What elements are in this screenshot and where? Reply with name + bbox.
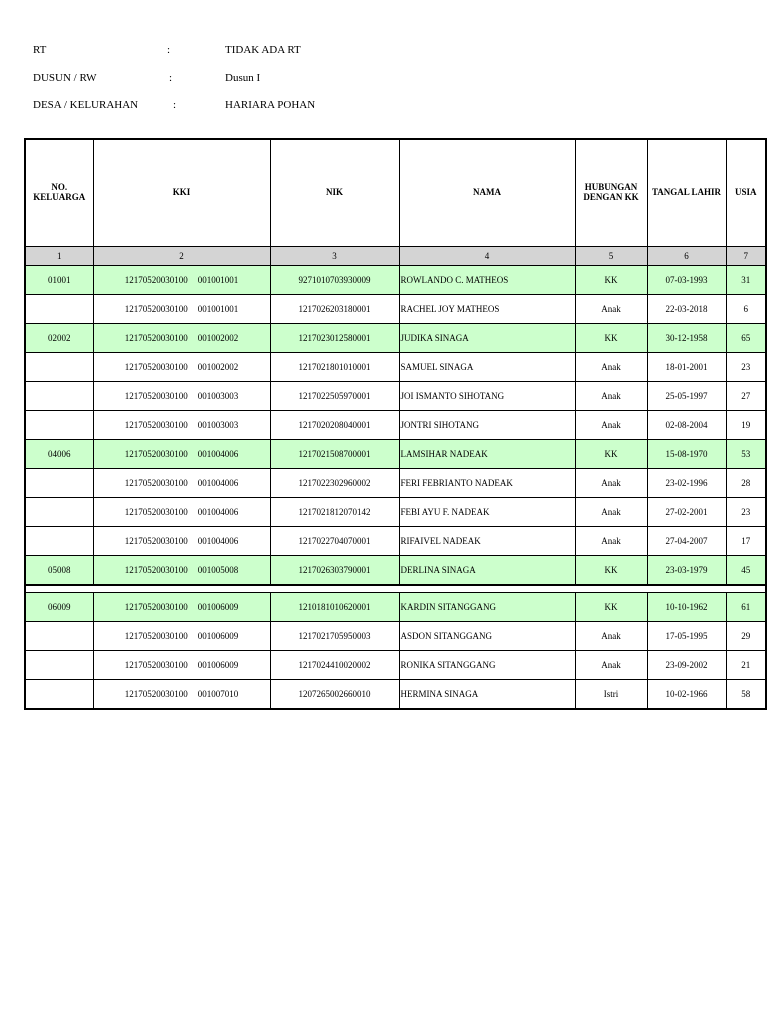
info-value: TIDAK ADA RT (225, 44, 301, 56)
kki-prefix: 12170520030100 (124, 689, 188, 699)
col-header-tanggal-lahir: TANGAL LAHIR (647, 139, 726, 247)
table-row (25, 324, 766, 353)
table-row (25, 295, 766, 324)
kki-suffix: 001006009 (197, 602, 239, 612)
usia-cell: 29 (726, 622, 766, 651)
nama-cell: JOI ISMANTO SIHOTANG (399, 382, 575, 411)
info-value: HARIARA POHAN (225, 99, 316, 111)
tanggal-lahir-cell: 23-02-1996 (647, 469, 726, 498)
kki-cell (93, 324, 270, 353)
kki-prefix: 12170520030100 (124, 304, 188, 314)
no-keluarga-cell (25, 622, 93, 651)
kki-suffix: 001005008 (197, 565, 239, 575)
hubungan-cell: Anak (575, 295, 647, 324)
nik-cell: 1217023012580001 (270, 324, 399, 353)
hubungan-cell: Anak (575, 411, 647, 440)
kki-prefix: 12170520030100 (124, 602, 188, 612)
table-row (25, 382, 766, 411)
no-keluarga-cell (25, 651, 93, 680)
info-value: Dusun I (225, 72, 261, 84)
usia-cell: 19 (726, 411, 766, 440)
nik-cell: 1217026203180001 (270, 295, 399, 324)
tanggal-lahir-cell: 18-01-2001 (647, 353, 726, 382)
table-row (25, 556, 766, 586)
nama-cell: DERLINA SINAGA (399, 556, 575, 586)
usia-cell: 65 (726, 324, 766, 353)
kki-prefix: 12170520030100 (124, 660, 188, 670)
nik-cell: 1210181010620001 (270, 593, 399, 622)
hubungan-cell: Anak (575, 651, 647, 680)
usia-cell: 23 (726, 498, 766, 527)
usia-cell: 45 (726, 556, 766, 586)
nik-cell: 1217021508700001 (270, 440, 399, 469)
nik-cell: 1217024410020002 (270, 651, 399, 680)
tanggal-lahir-cell: 17-05-1995 (647, 622, 726, 651)
kki-prefix: 12170520030100 (124, 449, 188, 459)
nik-cell: 1217022505970001 (270, 382, 399, 411)
hubungan-cell: Anak (575, 469, 647, 498)
hubungan-cell: KK (575, 440, 647, 469)
no-keluarga-cell (25, 411, 93, 440)
kki-prefix: 12170520030100 (124, 507, 188, 517)
hubungan-cell: Anak (575, 527, 647, 556)
tanggal-lahir-cell: 23-03-1979 (647, 556, 726, 586)
info-separator: : (173, 99, 177, 111)
nama-cell: HERMINA SINAGA (399, 680, 575, 710)
nama-cell: RIFAIVEL NADEAK (399, 527, 575, 556)
kki-prefix: 12170520030100 (124, 391, 188, 401)
usia-cell: 17 (726, 527, 766, 556)
info-label: DUSUN / RW (33, 72, 97, 84)
nik-cell: 1217021812070142 (270, 498, 399, 527)
kki-prefix: 12170520030100 (124, 478, 188, 488)
kki-suffix: 001003003 (197, 420, 239, 430)
kki-cell (93, 527, 270, 556)
kki-cell (93, 353, 270, 382)
kki-cell (93, 651, 270, 680)
nik-cell: 9271010703930009 (270, 266, 399, 295)
nik-cell: 1217020208040001 (270, 411, 399, 440)
info-label: RT (33, 44, 47, 56)
usia-cell: 27 (726, 382, 766, 411)
kki-prefix: 12170520030100 (124, 565, 188, 575)
nama-cell: RACHEL JOY MATHEOS (399, 295, 575, 324)
kki-cell (93, 411, 270, 440)
header-row (25, 139, 766, 247)
nama-cell: ROWLANDO C. MATHEOS (399, 266, 575, 295)
column-number: 5 (575, 247, 647, 266)
no-keluarga-cell (25, 353, 93, 382)
info-label: DESA / KELURAHAN (33, 99, 139, 111)
no-keluarga-cell: 02002 (25, 324, 93, 353)
kki-cell (93, 295, 270, 324)
no-keluarga-cell (25, 295, 93, 324)
table-row (25, 498, 766, 527)
kki-cell (93, 382, 270, 411)
table-row (25, 440, 766, 469)
hubungan-cell: Anak (575, 498, 647, 527)
column-number: 6 (647, 247, 726, 266)
nik-cell: 1217021801010001 (270, 353, 399, 382)
kki-cell (93, 469, 270, 498)
column-number: 7 (726, 247, 766, 266)
table-gap-row (25, 585, 766, 593)
kki-prefix: 12170520030100 (124, 631, 188, 641)
kki-prefix: 12170520030100 (124, 536, 188, 546)
usia-cell: 21 (726, 651, 766, 680)
table-row (25, 651, 766, 680)
tanggal-lahir-cell: 22-03-2018 (647, 295, 726, 324)
tanggal-lahir-cell: 10-02-1966 (647, 680, 726, 710)
kki-suffix: 001004006 (197, 536, 239, 546)
kki-suffix: 001004006 (197, 478, 239, 488)
no-keluarga-cell (25, 382, 93, 411)
hubungan-cell: Anak (575, 353, 647, 382)
nama-cell: FEBI AYU F. NADEAK (399, 498, 575, 527)
no-keluarga-cell (25, 469, 93, 498)
kki-suffix: 001004006 (197, 507, 239, 517)
hubungan-cell: Istri (575, 680, 647, 710)
column-number: 4 (399, 247, 575, 266)
table-row (25, 469, 766, 498)
column-number: 3 (270, 247, 399, 266)
nama-cell: KARDIN SITANGGANG (399, 593, 575, 622)
nama-cell: JUDIKA SINAGA (399, 324, 575, 353)
column-number: 2 (93, 247, 270, 266)
usia-cell: 61 (726, 593, 766, 622)
table-row (25, 266, 766, 295)
hubungan-cell: KK (575, 593, 647, 622)
kki-suffix: 001001001 (197, 304, 239, 314)
kki-cell (93, 556, 270, 586)
nik-cell: 1217022704070001 (270, 527, 399, 556)
hubungan-cell: Anak (575, 382, 647, 411)
usia-cell: 6 (726, 295, 766, 324)
hubungan-cell: Anak (575, 622, 647, 651)
nama-cell: JONTRI SIHOTANG (399, 411, 575, 440)
tanggal-lahir-cell: 27-02-2001 (647, 498, 726, 527)
tanggal-lahir-cell: 27-04-2007 (647, 527, 726, 556)
tanggal-lahir-cell: 10-10-1962 (647, 593, 726, 622)
table-row (25, 593, 766, 622)
nama-cell: SAMUEL SINAGA (399, 353, 575, 382)
usia-cell: 28 (726, 469, 766, 498)
usia-cell: 53 (726, 440, 766, 469)
no-keluarga-cell: 01001 (25, 266, 93, 295)
col-header-hubungan: HUBUNGAN DENGAN KK (575, 139, 647, 247)
nama-cell: RONIKA SITANGGANG (399, 651, 575, 680)
kki-suffix: 001002002 (197, 362, 239, 372)
family-table (24, 138, 767, 710)
table-row (25, 622, 766, 651)
kki-cell (93, 440, 270, 469)
nik-cell: 1207265002660010 (270, 680, 399, 710)
usia-cell: 31 (726, 266, 766, 295)
table-row (25, 353, 766, 382)
column-number: 1 (25, 247, 93, 266)
tanggal-lahir-cell: 30-12-1958 (647, 324, 726, 353)
nik-cell: 1217021705950003 (270, 622, 399, 651)
no-keluarga-cell (25, 498, 93, 527)
kki-cell (93, 622, 270, 651)
kki-prefix: 12170520030100 (124, 420, 188, 430)
tanggal-lahir-cell: 25-05-1997 (647, 382, 726, 411)
kki-suffix: 001003003 (197, 391, 239, 401)
table-row (25, 680, 766, 710)
kki-suffix: 001006009 (197, 660, 239, 670)
kki-prefix: 12170520030100 (124, 275, 188, 285)
kki-cell (93, 266, 270, 295)
tanggal-lahir-cell: 23-09-2002 (647, 651, 726, 680)
info-separator: : (167, 44, 171, 56)
table-body (25, 266, 766, 710)
kki-suffix: 001004006 (197, 449, 239, 459)
column-number-row (25, 247, 766, 266)
col-header-nik: NIK (270, 139, 399, 247)
hubungan-cell: KK (575, 266, 647, 295)
nik-cell: 1217022302960002 (270, 469, 399, 498)
usia-cell: 58 (726, 680, 766, 710)
no-keluarga-cell: 06009 (25, 593, 93, 622)
tanggal-lahir-cell: 07-03-1993 (647, 266, 726, 295)
no-keluarga-cell: 05008 (25, 556, 93, 586)
tanggal-lahir-cell: 15-08-1970 (647, 440, 726, 469)
no-keluarga-cell: 04006 (25, 440, 93, 469)
nama-cell: LAMSIHAR NADEAK (399, 440, 575, 469)
kki-suffix: 001007010 (197, 689, 239, 699)
kki-suffix: 001002002 (197, 333, 239, 343)
kki-prefix: 12170520030100 (124, 362, 188, 372)
usia-cell: 23 (726, 353, 766, 382)
kki-suffix: 001006009 (197, 631, 239, 641)
table-row (25, 411, 766, 440)
table-row (25, 527, 766, 556)
info-separator: : (169, 72, 173, 84)
kki-cell (93, 680, 270, 710)
kki-prefix: 12170520030100 (124, 333, 188, 343)
col-header-nama: NAMA (399, 139, 575, 247)
nik-cell: 1217026303790001 (270, 556, 399, 586)
kki-suffix: 001001001 (197, 275, 239, 285)
kki-cell (93, 593, 270, 622)
hubungan-cell: KK (575, 324, 647, 353)
no-keluarga-cell (25, 680, 93, 710)
nama-cell: ASDON SITANGGANG (399, 622, 575, 651)
tanggal-lahir-cell: 02-08-2004 (647, 411, 726, 440)
nama-cell: FERI FEBRIANTO NADEAK (399, 469, 575, 498)
col-header-kki: KKI (93, 139, 270, 247)
col-header-no-keluarga: NO. KELUARGA (25, 139, 93, 247)
hubungan-cell: KK (575, 556, 647, 586)
gap-cell (25, 585, 766, 593)
col-header-usia: USIA (726, 139, 766, 247)
no-keluarga-cell (25, 527, 93, 556)
kki-cell (93, 498, 270, 527)
